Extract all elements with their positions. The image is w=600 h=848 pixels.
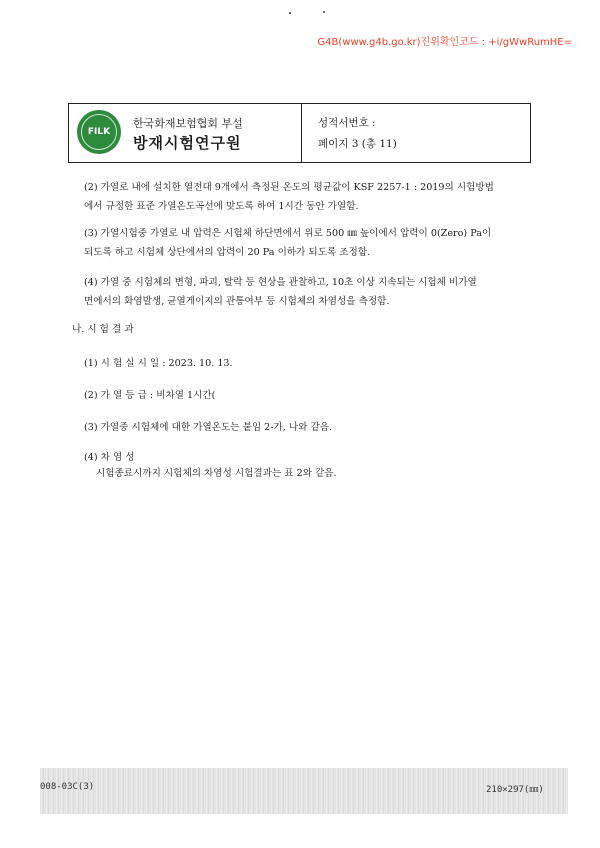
report-number-label: 성적서번호 :: [318, 117, 376, 129]
scan-dot: [323, 11, 325, 13]
logo-text: FILK: [87, 127, 111, 137]
page-indicator: 페이지 3 (총 11): [318, 138, 397, 150]
org-name: 방재시험연구원: [133, 134, 242, 152]
result-date: (1) 시 험 실 시 일 : 2023. 10. 13.: [84, 358, 233, 369]
form-code: 008-03C(3): [40, 782, 95, 792]
report-info-block: [302, 104, 530, 162]
paragraph-2: [84, 178, 524, 216]
filk-logo-icon: [77, 110, 121, 154]
result-integrity-title: (4) 차 염 성: [84, 452, 135, 463]
document-header: [68, 103, 531, 163]
text-line: (3) 가열시험중 가열로 내 압력은 시험체 하단면에서 위로 500 ㎜ 높이에서 압력이 0(Zero) Pa이: [84, 228, 492, 239]
result-integrity: [84, 450, 524, 482]
verification-code: G4B(www.g4b.go.kr)진위확인코드 : +i/gWwRumHE=: [317, 37, 572, 48]
paragraph-4: [84, 273, 524, 311]
org-block: [69, 104, 302, 162]
org-subtitle: 한국화재보험협회 부설: [133, 117, 243, 130]
result-temperature: (3) 가열중 시험체에 대한 가열온도는 붙임 2-가, 나와 같음.: [84, 422, 333, 433]
text-line: (2) 가열로 내에 설치한 열전대 9개에서 측정된 온도의 평균값이 KSF 2257-1 : 2019의 시험방법: [84, 182, 494, 193]
result-rating: (2) 가 열 등 급 : 비차열 1시간(: [84, 390, 216, 401]
result-integrity-text: 시험종료시까지 시험체의 차염성 시험결과는 표 2와 같음.: [96, 468, 337, 479]
section-title: 나. 시 험 결 과: [72, 324, 134, 335]
text-line: 면에서의 화염발생, 균열게이지의 관통여부 등 시험체의 차염성을 측정함.: [84, 296, 390, 307]
text-line: 되도록 하고 시험체 상단에서의 압력이 20 Pa 이하가 되도록 조정함.: [84, 247, 371, 258]
paper-size: 210×297(㎜): [486, 785, 544, 795]
text-line: 에서 규정한 표준 가열온도곡선에 맞도록 하여 1시간 동안 가열함.: [84, 201, 359, 212]
text-line: (4) 가열 중 시험체의 변형, 파괴, 탈락 등 현상을 관찰하고, 10초 이상 지속되는 시험체 비가열: [84, 277, 477, 288]
paragraph-3: [84, 224, 524, 262]
scan-dot: [289, 12, 291, 14]
